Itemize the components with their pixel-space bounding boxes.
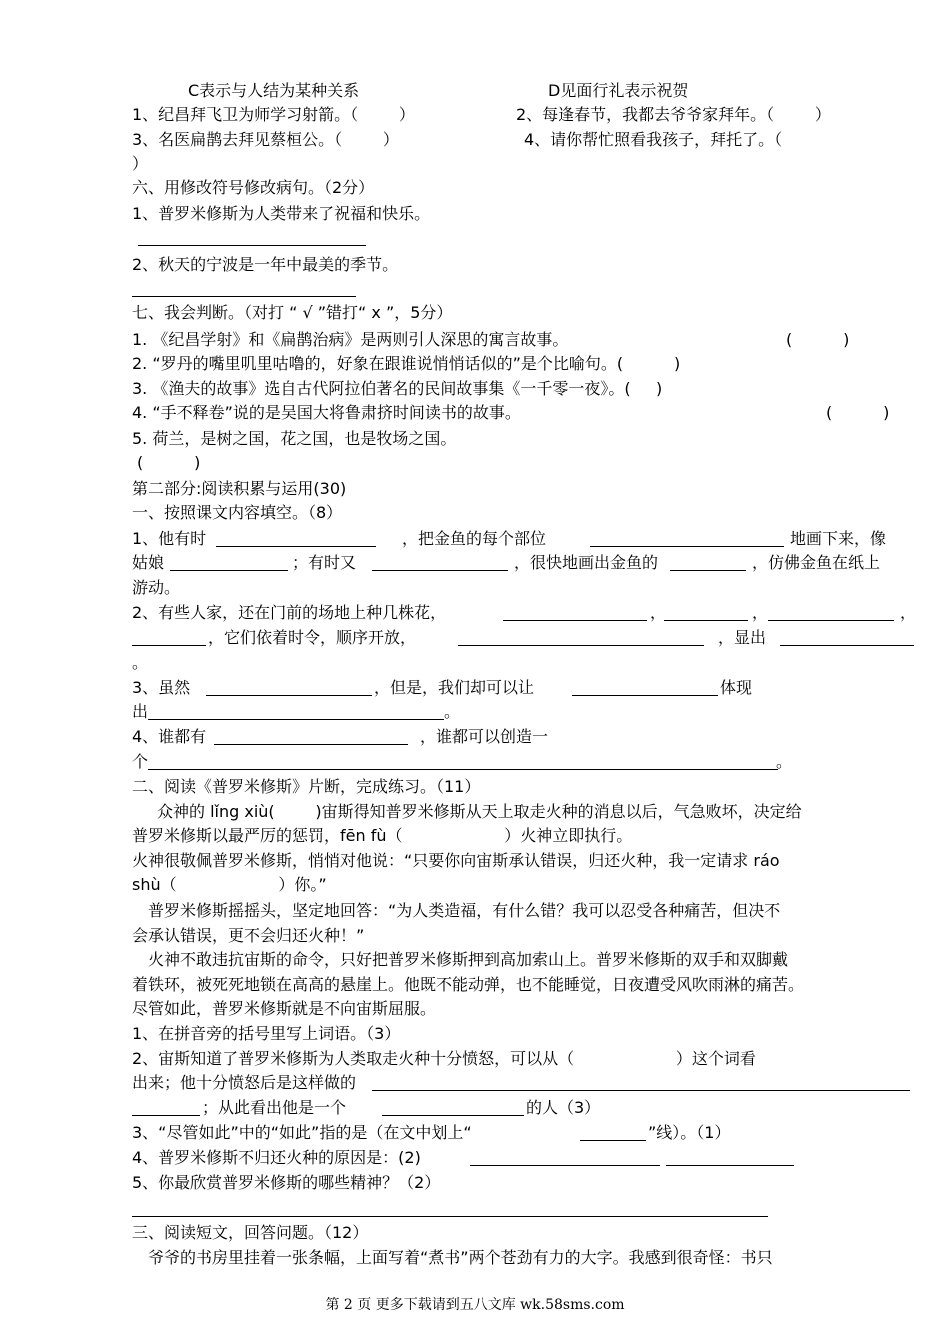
text-line: 火神不敢违抗宙斯的命令，只好把普罗米修斯押到高加索山上。普罗米修斯的双手和双脚戴 xyxy=(148,950,789,969)
text-line: 个 xyxy=(132,752,149,771)
text-line: ，谁都可以创造一 xyxy=(420,727,549,746)
text-line: 。 xyxy=(776,752,793,771)
text-line: 1、在拼音旁的括号里写上词语。（3） xyxy=(132,1024,401,1043)
blank-line[interactable] xyxy=(666,1165,794,1166)
text-line: 2、有些人家，还在门前的场地上种几株花， xyxy=(132,603,447,622)
text-line: 。 xyxy=(444,702,461,721)
text-line: ， xyxy=(900,603,917,622)
text-line: C表示与人结为某种关系 xyxy=(188,81,360,100)
blank-line[interactable] xyxy=(206,695,372,696)
text-line: 4、请你帮忙照看我孩子，拜托了。（ xyxy=(524,130,783,149)
text-line: 尽管如此，普罗米修斯就是不向宙斯屈服。 xyxy=(132,999,437,1018)
text-line: 3、名医扁鹊去拜见蔡桓公。（ ） xyxy=(132,130,399,149)
text-line: D见面行礼表示祝贺 xyxy=(548,81,689,100)
blank-line[interactable] xyxy=(372,570,508,571)
text-line: 出来；他十分愤怒后是这样做的 xyxy=(132,1073,357,1092)
text-line: ，它们依着时令，顺序开放， xyxy=(208,628,417,647)
text-line: 1、他有时 xyxy=(132,529,207,548)
text-line: 火神很敬佩普罗米修斯，悄悄对他说：“只要你向宙斯承认错误，归还火种，我一定请求 ráo xyxy=(132,851,780,870)
text-line: ，显出 xyxy=(718,628,767,647)
text-line: 普罗米修斯摇摇头，坚定地回答：“为人类造福，有什么错？我可以忍受各种痛苦，但决不 xyxy=(148,901,781,920)
text-line: 。 xyxy=(132,653,149,672)
blank-line[interactable] xyxy=(503,620,647,621)
text-line: 一、按照课文内容填空。（8） xyxy=(132,503,343,522)
blank-line[interactable] xyxy=(148,769,778,770)
text-line: 1. 《纪昌学射》和《扁鹊治病》是两则引人深思的寓言故事。 xyxy=(132,330,569,349)
text-line: 着铁环，被死死地锁在高高的悬崖上。他既不能动弹，也不能睡觉，日夜遭受风吹雨淋的痛苦。 xyxy=(132,975,805,994)
text-line: 会承认错误，更不会归还火种！” xyxy=(132,926,365,945)
blank-line[interactable] xyxy=(458,645,704,646)
text-line: 2、秋天的宁波是一年中最美的季节。 xyxy=(132,255,399,274)
blank-line[interactable] xyxy=(132,296,356,297)
text-line: ( ) xyxy=(786,330,850,349)
text-line: ， xyxy=(650,603,667,622)
text-line: shù（ ）你。” xyxy=(132,875,327,894)
text-line: 3、虽然 xyxy=(132,678,191,697)
blank-line[interactable] xyxy=(132,1115,200,1116)
blank-line[interactable] xyxy=(382,1115,524,1116)
text-line: 2、每逢春节，我都去爷爷家拜年。（ ） xyxy=(516,105,831,124)
blank-line[interactable] xyxy=(768,620,894,621)
text-line: ，把金鱼的每个部位 xyxy=(402,529,547,548)
text-line: 第二部分:阅读积累与运用(30) xyxy=(132,479,347,498)
text-line: ”线）。（1） xyxy=(648,1123,731,1142)
text-line: 六、用修改符号修改病句。（2分） xyxy=(132,178,375,197)
text-line: ( ) xyxy=(137,453,201,472)
text-line: 5. 荷兰，是树之国，花之国，也是牧场之国。 xyxy=(132,429,457,448)
text-line: 4、普罗米修斯不归还火种的原因是：(2) xyxy=(132,1148,421,1167)
text-line: ， xyxy=(752,603,769,622)
text-line: ，很快地画出金鱼的 xyxy=(514,553,659,572)
text-line: 七、我会判断。（对打 “ √ ”错打“ x ”，5分） xyxy=(132,303,453,322)
text-line: ( ) xyxy=(826,403,890,422)
text-line: 1、纪昌拜飞卫为师学习射箭。（ ） xyxy=(132,105,415,124)
text-line: 4、谁都有 xyxy=(132,727,207,746)
text-line: ） xyxy=(132,154,149,173)
text-line: 姑娘 xyxy=(132,553,165,572)
blank-line[interactable] xyxy=(580,1140,646,1141)
blank-line[interactable] xyxy=(132,645,206,646)
text-line: 地画下来，像 xyxy=(790,529,887,548)
text-line: 3、“尽管如此”中的“如此”指的是（在文中划上“ xyxy=(132,1123,472,1142)
text-line: 2. “罗丹的嘴里叽里咕噜的，好象在跟谁说悄悄话似的”是个比喻句。( ) xyxy=(132,354,681,373)
text-line: ，但是，我们却可以让 xyxy=(374,678,535,697)
blank-line[interactable] xyxy=(148,719,444,720)
blank-line[interactable] xyxy=(138,245,366,246)
text-line: 众神的 lǐng xiù( )宙斯得知普罗米修斯从天上取走火种的消息以后，气急败坏，决定给 xyxy=(157,802,802,821)
page-footer: 第 2 页 更多下载请到五八文库 wk.58sms.com xyxy=(325,1297,625,1313)
text-line: 3. 《渔夫的故事》选自古代阿拉伯著名的民间故事集《一千零一夜》。( ) xyxy=(132,379,663,398)
blank-line[interactable] xyxy=(216,546,376,547)
text-line: 出 xyxy=(132,702,149,721)
text-line: 游动。 xyxy=(132,578,181,597)
blank-line[interactable] xyxy=(664,620,748,621)
text-line: 1、普罗米修斯为人类带来了祝福和快乐。 xyxy=(132,204,431,223)
text-line: 普罗米修斯以最严厉的惩罚，fēn fù（ ）火神立即执行。 xyxy=(132,826,633,845)
blank-line[interactable] xyxy=(780,645,914,646)
text-line: 5、你最欣赏普罗米修斯的哪些精神？（2） xyxy=(132,1173,441,1192)
text-line: 体现 xyxy=(720,678,753,697)
text-line: 的人（3） xyxy=(526,1098,601,1117)
text-line: 4. “手不释卷”说的是吴国大将鲁肃挤时间读书的故事。 xyxy=(132,403,521,422)
text-line: 2、宙斯知道了普罗米修斯为人类取走火种十分愤怒，可以从（ ）这个词看 xyxy=(132,1049,756,1068)
blank-line[interactable] xyxy=(470,1165,660,1166)
text-line: 二、阅读《普罗米修斯》片断，完成练习。（11） xyxy=(132,777,481,796)
text-line: ，仿佛金鱼在纸上 xyxy=(752,553,881,572)
blank-line[interactable] xyxy=(590,546,784,547)
blank-line[interactable] xyxy=(214,744,408,745)
text-line: 三、阅读短文，回答问题。（12） xyxy=(132,1223,369,1242)
blank-line[interactable] xyxy=(170,570,288,571)
blank-line[interactable] xyxy=(572,695,718,696)
text-line: ；从此看出他是一个 xyxy=(202,1098,347,1117)
blank-line[interactable] xyxy=(132,1216,768,1217)
text-line: ；有时又 xyxy=(292,553,357,572)
blank-line[interactable] xyxy=(372,1090,910,1091)
text-line: 爷爷的书房里挂着一张条幅，上面写着“煮书”两个苍劲有力的大字。我感到很奇怪：书只 xyxy=(148,1248,773,1267)
blank-line[interactable] xyxy=(670,570,746,571)
